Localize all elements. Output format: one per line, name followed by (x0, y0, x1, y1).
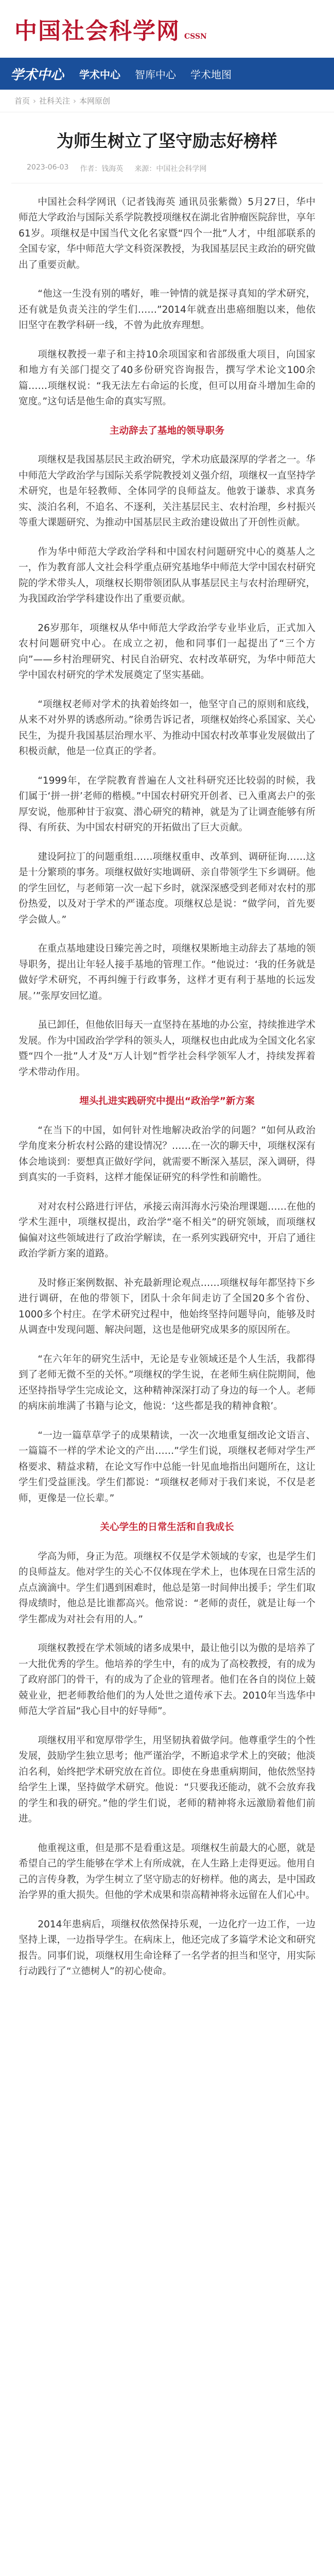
article-author: 作者：钱海英 (80, 164, 124, 173)
article-paragraph: 作为华中师范大学政治学科和中国农村问题研究中心的奠基人之一，作为教育部人文社会科学重点研究基地华中师范大学中国农村研究院的学术带头人，项继权长期带领团队从事基层民主与农村治理研究，为我国政治学学科建设作出了重要贡献。 (19, 546, 315, 605)
breadcrumb-separator: › (73, 96, 77, 106)
article-title: 为师生树立了坚守励志好榜样 (57, 131, 277, 151)
section-heading: 埋头扎进实践研究中提出“政治学”新方案 (79, 1096, 255, 1107)
site-logo[interactable] (14, 12, 207, 45)
article-paragraph: “他这一生没有别的嗜好，唯一钟情的就是探寻真知的学术研究，还有就是负责关注的学生们……”2014年就查出患癌细胞以来，他依旧坚守在教学科研一线，不曾为此放弃理想。 (19, 289, 315, 331)
article-paragraph: 项继权用平和宽厚带学生，用坚韧执着做学问。他尊重学生的个性发展，鼓励学生独立思考；他严谨治学，不断追求学术上的突破；他淡泊名利，始终把学术研究放在首位。即使在身患重病期间，他依然坚持给学生上课，坚持做学术研究。他说：“只要我还能动，就不会放弃我的学生和我的研究。”他的学生们说，老师的精神将永远激励着他们前进。 (19, 1735, 315, 1825)
article-paragraph: “1999年，在学院教育普遍在人文社科研究还比较弱的时候，我们属于‘拼一拼’老师的楷模。”中国农村研究开创者、已入重离去户的张厚安说，他那种甘于寂寞、潜心研究的精神，就是为了让调查能够有所得、有所获、为中国农村研究的开拓做出了巨大贡献。 (19, 775, 315, 834)
article-paragraph: 他重视这重，但是那不是看重这是。项继权生前最大的心愿，就是希望自己的学生能够在学术上有所成就，在人生路上走得更远。他用自己的言传身教，为学生树立了坚守励志的好榜样。他的离去，是中国政治学界的重大损失。但他的学术成果和崇高精神将永远留在人们心中。 (19, 1842, 315, 1901)
article-paragraph: 虽已卸任，但他依旧每天一直坚持在基地的办公室，持续推进学术发展。作为中国政治学学科的领头人，项继权也由此成为全国文化名家暨“四个一批”人才及“万人计划”哲学社会科学领军人才，持续发挥着学术带动作用。 (19, 1020, 315, 1078)
article-paragraph: “在当下的中国，如何针对性地解决政治学的问题？”如何从政治学角度来分析农村公路的建设情况？……在一次的聊天中，项继权深有体会地谈到：要想真正做好学问，就需要不断深入基层，深入调研，得到真实的一手资料，这样才能保证研究的科学性和前瞻性。 (19, 1125, 315, 1183)
site-logo-text: 中国社会科学网 (14, 18, 180, 44)
article-paragraph: 及时修正案例数据、补充最新理论观点……项继权每年都坚持下乡进行调研，在他的带领下，团队十余年间走访了全国20多个省份、1000多个村庄。在学术研究过程中，他始终坚持问题导向，能够及时从调查中发现问题、解决问题，这也是他研究成果多的原因所在。 (19, 1277, 315, 1336)
breadcrumb (0, 90, 334, 112)
article-paragraph: 项继权是我国基层民主政治研究，学术功底最深厚的学者之一。华中师范大学政治学与国际关系学院教授刘义强介绍，项继权一直坚持学术研究，也是年轻教师、全体同学的良师益友。他敦于谦恭、求真务实、淡泊名利，不追名、不逐利，关注基层民主、农村治理，乡村振兴等重大课题研究、为推动中国基层民主政治建设做出了开创性贡献。 (19, 454, 315, 529)
article-paragraph: “项继权老师对学术的执着始终如一，他坚守自己的原则和底线，从来不对外界的诱惑所动。”徐勇告诉记者，项继权始终心系国家、关心民生，为提升我国基层治理水平、为推动中国农村改革事业发展做出了积极贡献，他是一位真正的学者。 (19, 699, 315, 757)
article-paragraph: “在六年年的研究生活中，无论是专业领域还是个人生活，我都得到了老师无微不至的关怀。”项继权的学生说，在老师生病住院期间，他还坚持指导学生完成论文，这种精神深深打动了身边的每一个人。老师的病床前堆满了书籍与论文，他说：‘这些都是我的精神食粮’。 (19, 1353, 315, 1412)
masthead (0, 0, 334, 58)
breadcrumb-home[interactable]: 首页 (14, 96, 30, 106)
article-paragraph: “一边一篇草草学子的成果精读，一次一次地重复细改论文语言、一篇篇不一样的学术论文的产出……”学生们说，项继权老师对学生严格要求、精益求精，在论文写作中总能一针见血地指出问题所在，这让学生们受益匪浅。学生们都说：“项继权老师对于我们来说，不仅是老师，更像是一位长辈。” (19, 1430, 315, 1504)
article-paragraph: 中国社会科学网讯（记者钱海英 通讯员张紫微）5月27日，华中师范大学政治与国际关系学院教授项继权在湖北省肿瘤医院辞世，享年61岁。项继权是中国当代文化名家暨“四个一批”人才，中组部联系的全国专家，华中师范大学文科资深教授，为我国基层民主政治的研究做出了重要贡献。 (19, 196, 315, 270)
article-paragraph: 对对农村公路进行评估，承接云南洱海水污染治理课题……在他的学术生涯中，项继权提出，政治学“毫不相关”的研究领域，而项继权偏偏对这些领域进行了政治学解读，在一系列实践研究中，开启了通往政治学新方案的道路。 (19, 1201, 315, 1260)
article-paragraph: 项继权教授一辈子和主持10余项国家和省部级重大项目，向国家和地方有关部门提交了40多份研究咨询报告，撰写学术论文100余篇……项继权说：“我无法左右命运的长度，但可以用奋斗增加生命的宽度。”这句话是他生命的真实写照。 (19, 349, 315, 408)
article-paragraph: 在重点基地建设日臻完善之时，项继权果断地主动辞去了基地的领导职务，提出让年轻人接手基地的管理工作。“他说过：‘我的任务就是做好学术研究，不再纠缠于行政事务，这样才更有利于基地的长远发展。’”张厚安回忆道。 (19, 943, 315, 1002)
article-body (0, 183, 334, 1980)
article-paragraph: 项继权教授在学术领域的诸多成果中，最让他引以为傲的是培养了一大批优秀的学生。他培养的学生中，有的成为了高校教授，有的成为了政府部门的骨干，有的成为了企业的管理者。他们在各自的岗位上兢兢业业，把老师教给他们的为人处世之道传承下去。2010年当选华中师范大学首届“我心目中的好导师”。 (19, 1643, 315, 1717)
nav-item-thinktank[interactable]: 智库中心 (135, 68, 177, 81)
article-date: 2023-06-03 (27, 163, 69, 172)
article-source: 来源：中国社会科学网 (134, 164, 207, 173)
breadcrumb-section[interactable]: 社科关注 (39, 96, 71, 106)
section-heading: 主动辞去了基地的领导职务 (109, 425, 225, 436)
nav-item-map[interactable]: 学术地图 (190, 68, 232, 81)
breadcrumb-separator: › (33, 96, 37, 106)
article-paragraph: 建设阿拉丁的问题重组……项继权重申、改革到、调研征询……这是十分繁琐的事务。项继权做好实地调研、亲自带领学生下乡调研。他的学生回忆，与老师第一次一起下乡时，就深深感受到老师对农村的那份热爱，以及对于学术的严谨态度。项继权总是说：“做学问，首先要学会做人。” (19, 851, 315, 925)
article-paragraph: 2014年患病后，项继权依然保持乐观，一边化疗一边工作，一边坚持上课，一边指导学生。在病床上，他还完成了多篇学术论文和研究报告。同事们说，项继权用生命诠释了一名学者的担当和坚守，用实际行动践行了“立德树人”的初心使命。 (19, 1919, 315, 1977)
section-heading: 关心学生的日常生活和自我成长 (100, 1522, 234, 1533)
article-paragraph: 学高为师，身正为范。项继权不仅是学术领域的专家，也是学生们的良师益友。他对学生的关心不仅体现在学术上，也体现在日常生活的点点滴滴中。学生们遇到困难时，他总是第一时间伸出援手；学生们取得成绩时，他总是比谁都高兴。他常说：“老师的责任，就是让每一个学生都成为对社会有用的人。” (19, 1551, 315, 1625)
top-nav (0, 58, 334, 90)
nav-item-academic[interactable]: 学术中心 (79, 68, 121, 81)
article-meta (11, 160, 323, 183)
site-logo-sub: CSSN (184, 32, 207, 41)
breadcrumb-subsection[interactable]: 本网原创 (79, 96, 111, 106)
nav-brand[interactable]: 学术中心 (10, 67, 64, 83)
article-paragraph: 26岁那年，项继权从华中师范大学政治学专业毕业后，正式加入农村问题研究中心。在成立之初，他和同事们一起提出了“三个方向”——乡村治理研究、村民自治研究、农村改革研究，为华中师范大学中国农村研究的学术发展奠定了坚实基础。 (19, 622, 315, 681)
